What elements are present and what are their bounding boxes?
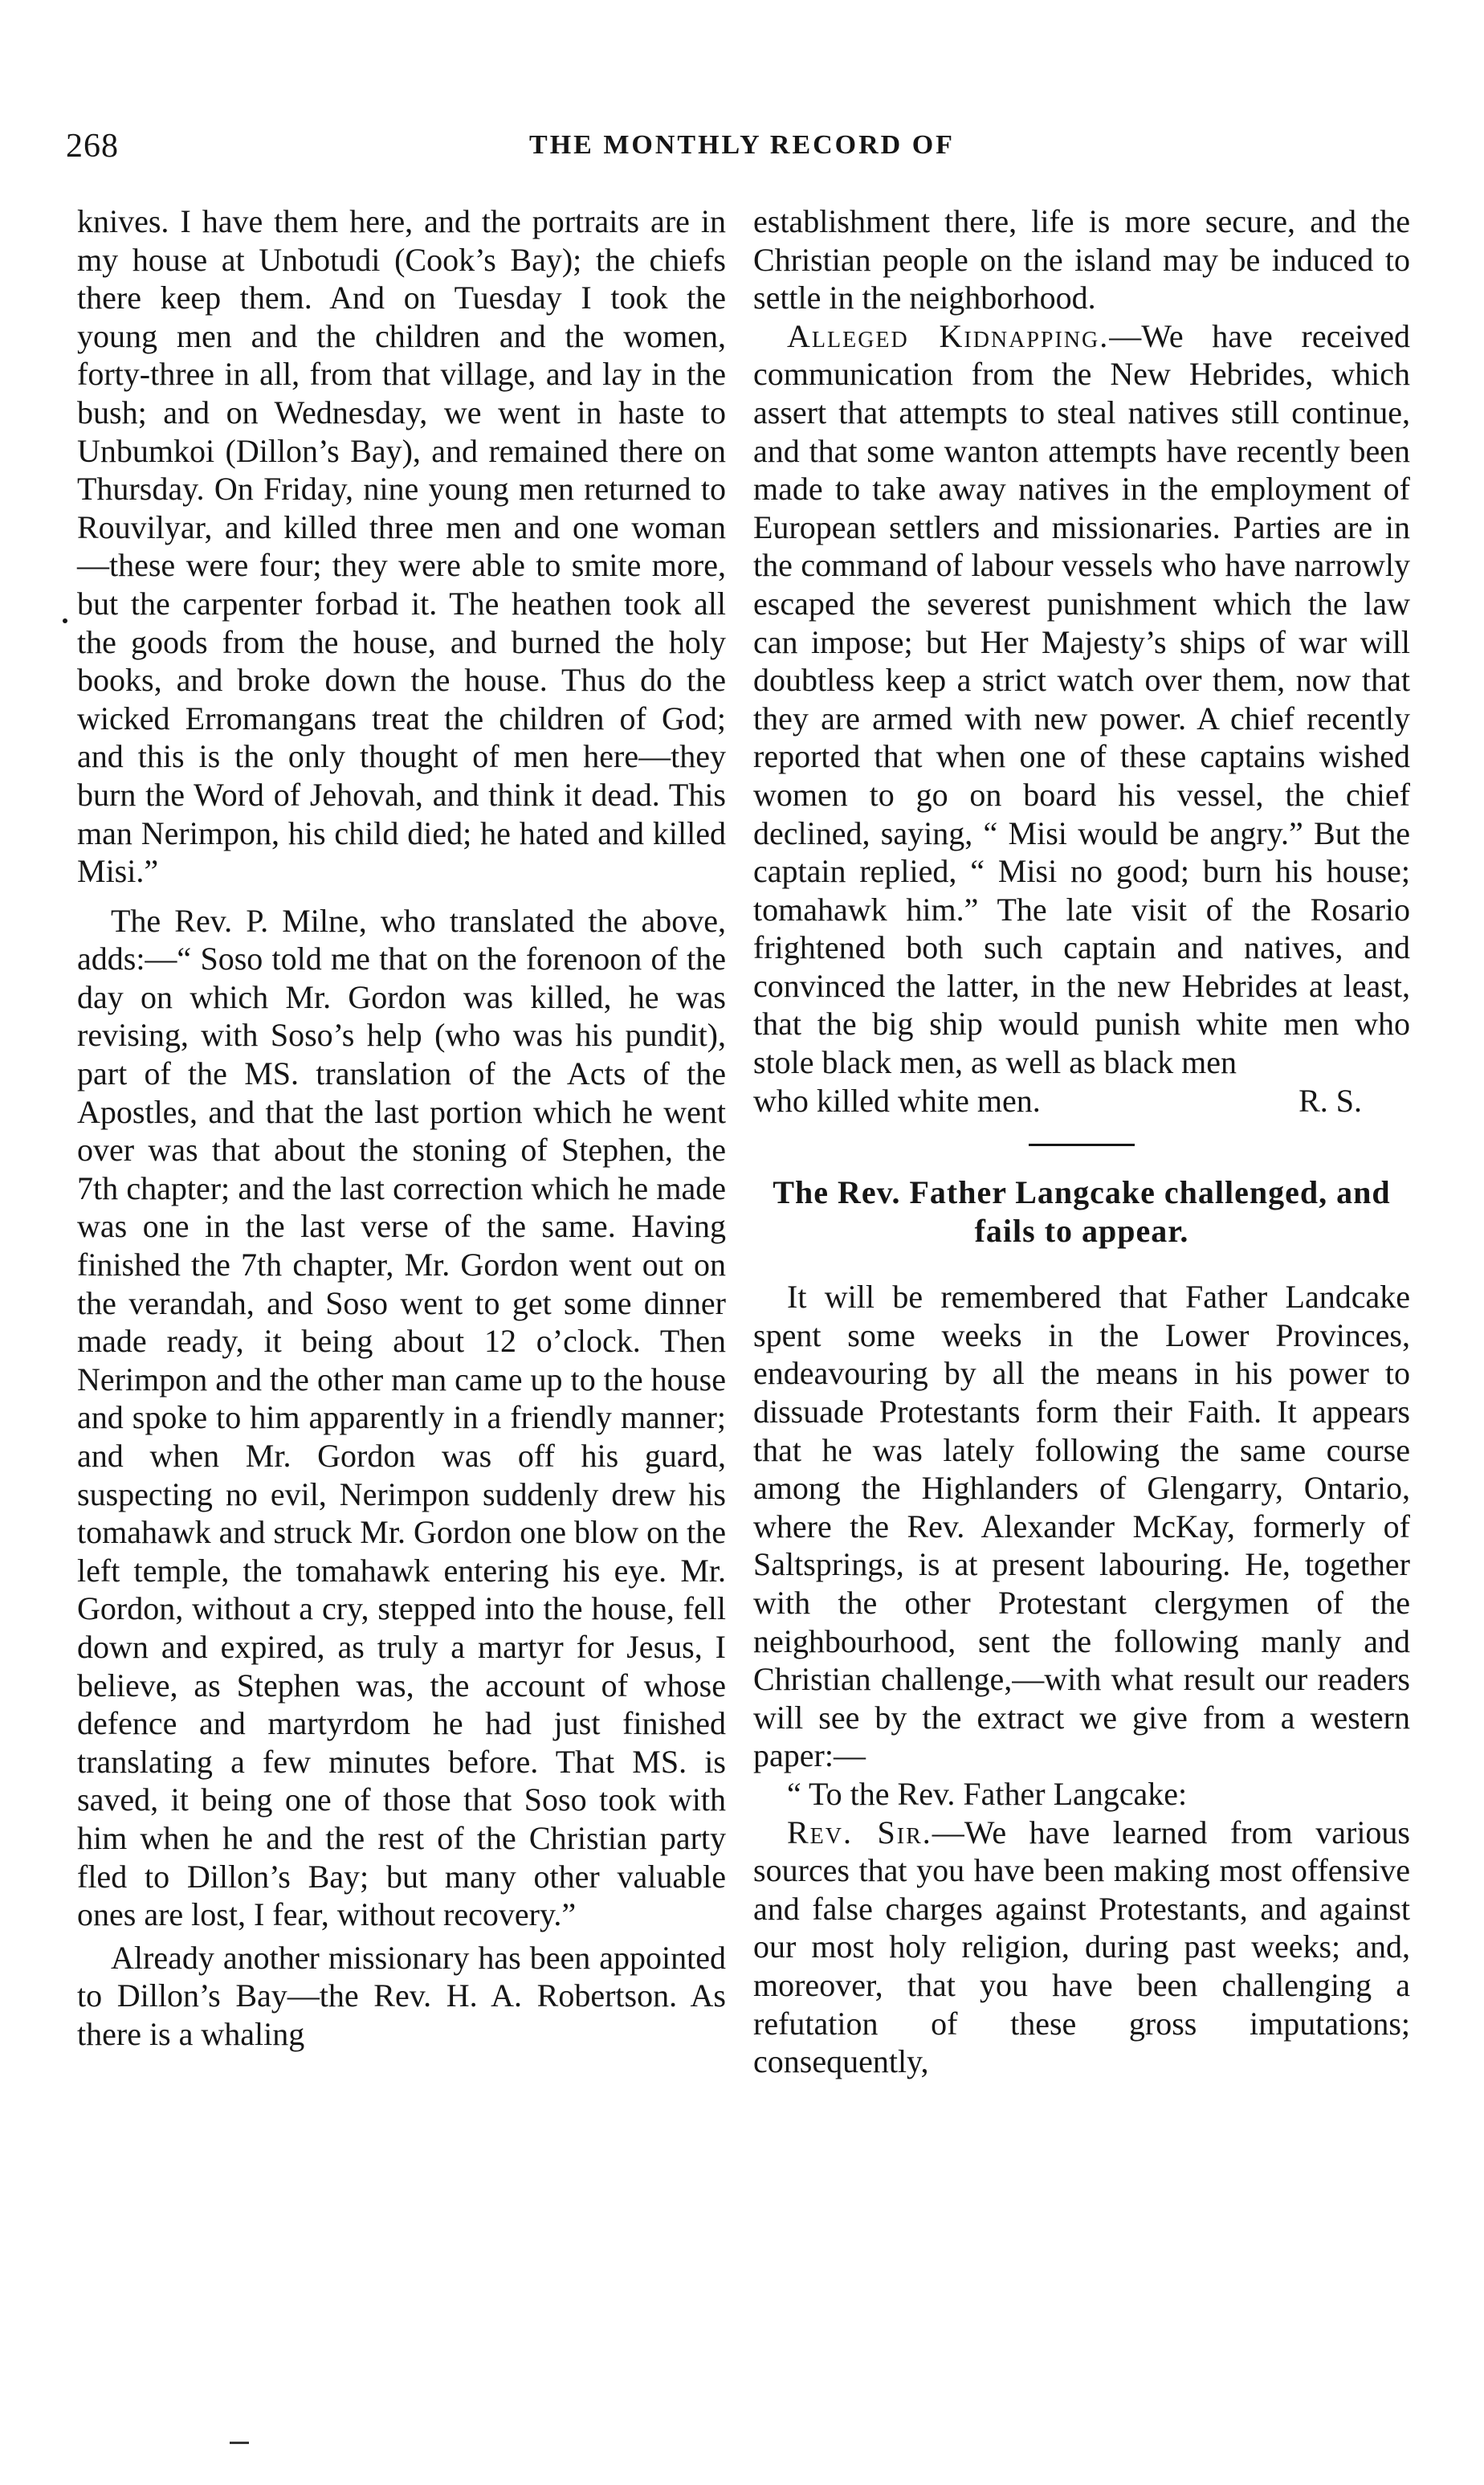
page-number: 268 xyxy=(66,128,119,165)
section-heading-kidnapping: Alleged Kidnapping. xyxy=(787,317,1110,354)
running-title: THE MONTHLY RECORD OF xyxy=(529,130,955,160)
article-title: The Rev. Father Langcake challenged, and fails to appear. xyxy=(773,1174,1391,1250)
section-divider xyxy=(1029,1144,1135,1146)
right-column xyxy=(753,202,1410,2081)
kidnapping-body: —We have received communication from the New Hebrides, which assert that attempts to steal natives still continue, and that some wanton attempts have recently been made to take away natives in the employment of European settlers and missionaries. Parties are in the command of labour vessels who have narrowly escaped the severest punishment which the law can impose; but Her Majesty’s ships of war will doubtless keep a strict watch over them, now that they are armed with new power. A chief recently reported that when one of these captains wished women to go on board his vessel, the chief declined, saying, “ Misi would be angry.” But the captain replied, “ Misi no good; burn his house; tomahawk him.” The late visit of the Rosario frightened both such captain and natives, and convinced the latter, in the new Hebrides at least, that the big ship would punish white men who stole black men, as well as black men xyxy=(753,317,1410,1081)
margin-dot xyxy=(63,618,67,623)
left-column xyxy=(77,202,726,2054)
letter-text: —We have learned from various sources that you have been making most offensive and false charges against Protestants, and against our most holy religion, during past weeks; and, moreover, that you have been challenging a refutation of these gross imputations; consequently, xyxy=(753,1814,1410,2080)
left-paragraph-2: The Rev. P. Milne, who translated the above, adds:—“ Soso told me that on the forenoon of the day on which Mr. Gordon was killed, he was revising, with Soso’s help (who was his pundit), part of the MS. translation of the Acts of the Apostles, and that the last portion which he went over was that about the stoning of Stephen, the 7th chapter; and the last correction which he made was one in the last verse of the same. Having finished the 7th chapter, Mr. Gordon went out on the verandah, and Soso went to get some dinner made ready, it being about 12 o’clock. Then Nerimpon and the other man came up to the house and spoke to him apparently in a friendly manner; and when Mr. Gordon was off his guard, suspecting no evil, Nerimpon suddenly drew his tomahawk and struck Mr. Gordon one blow on the left temple, the tomahawk entering his eye. Mr. Gordon, without a cry, stepped into the house, fell down and expired, as truly a martyr for Jesus, I believe, as Stephen was, the account of whose defence and martyrdom he had just finished translating a few minutes before. That MS. is saved, it being one of those that Soso took with him when he and the rest of the Christian party fled to Dillon’s Bay; but many other valuable ones are lost, I fear, without recovery.” xyxy=(77,902,726,1933)
signature: R. S. xyxy=(1298,1082,1362,1119)
signature-line xyxy=(753,1082,1410,1120)
left-paragraph-3: Already another missionary has been appointed to Dillon’s Bay—the Rev. H. A. Robertson. As there is a whaling xyxy=(77,1939,726,2052)
kidnapping-last-line: who killed white men. xyxy=(753,1082,1041,1119)
letter-body xyxy=(753,1814,1410,2081)
footer-mark xyxy=(230,2442,249,2444)
left-paragraph-1: knives. I have them here, and the portraits are in my house at Unbotudi (Cook’s Bay); the chiefs there keep them. And on Tuesday I took the young men and the children and the women, forty-three in all, from that village, and lay in the bush; and on Wednesday, we went in haste to Unbumkoi (Dillon’s Bay), and remained there on Thursday. On Friday, nine young men returned to Rouvilyar, and killed three men and one woman—these were four; they were able to smite more, but the carpenter forbad it. The heathen took all the goods from the house, and burned the holy books, and broke down the house. Thus do the wicked Erromangans treat the children of God; and this is the only thought of men here—they burn the Word of Jehovah, and think it dead. This man Nerimpon, his child died; he hated and killed Misi.” xyxy=(77,203,726,890)
page-header xyxy=(66,127,1418,175)
right-paragraph-1: establishment there, life is more secure, and the Christian people on the island may be induced to settle in the neighborhood. xyxy=(753,203,1410,316)
right-paragraph-2 xyxy=(753,317,1410,1082)
letter-salutation: Rev. Sir. xyxy=(787,1814,932,1850)
letter-address: “ To the Rev. Father Langcake: xyxy=(787,1775,1188,1812)
right-paragraph-3: It will be remembered that Father Landcake spent some weeks in the Lower Provinces, endeavouring by all the means in his power to dissuade Protestants form their Faith. It appears that he was lately following the same course among the Highlanders of Glengarry, Ontario, where the Rev. Alexander McKay, formerly of Saltsprings, is at present labouring. He, together with the other Protestant clergymen of the neighbourhood, sent the following manly and Christian challenge,—with what result our readers will see by the extract we give from a western paper:— xyxy=(753,1279,1410,1774)
